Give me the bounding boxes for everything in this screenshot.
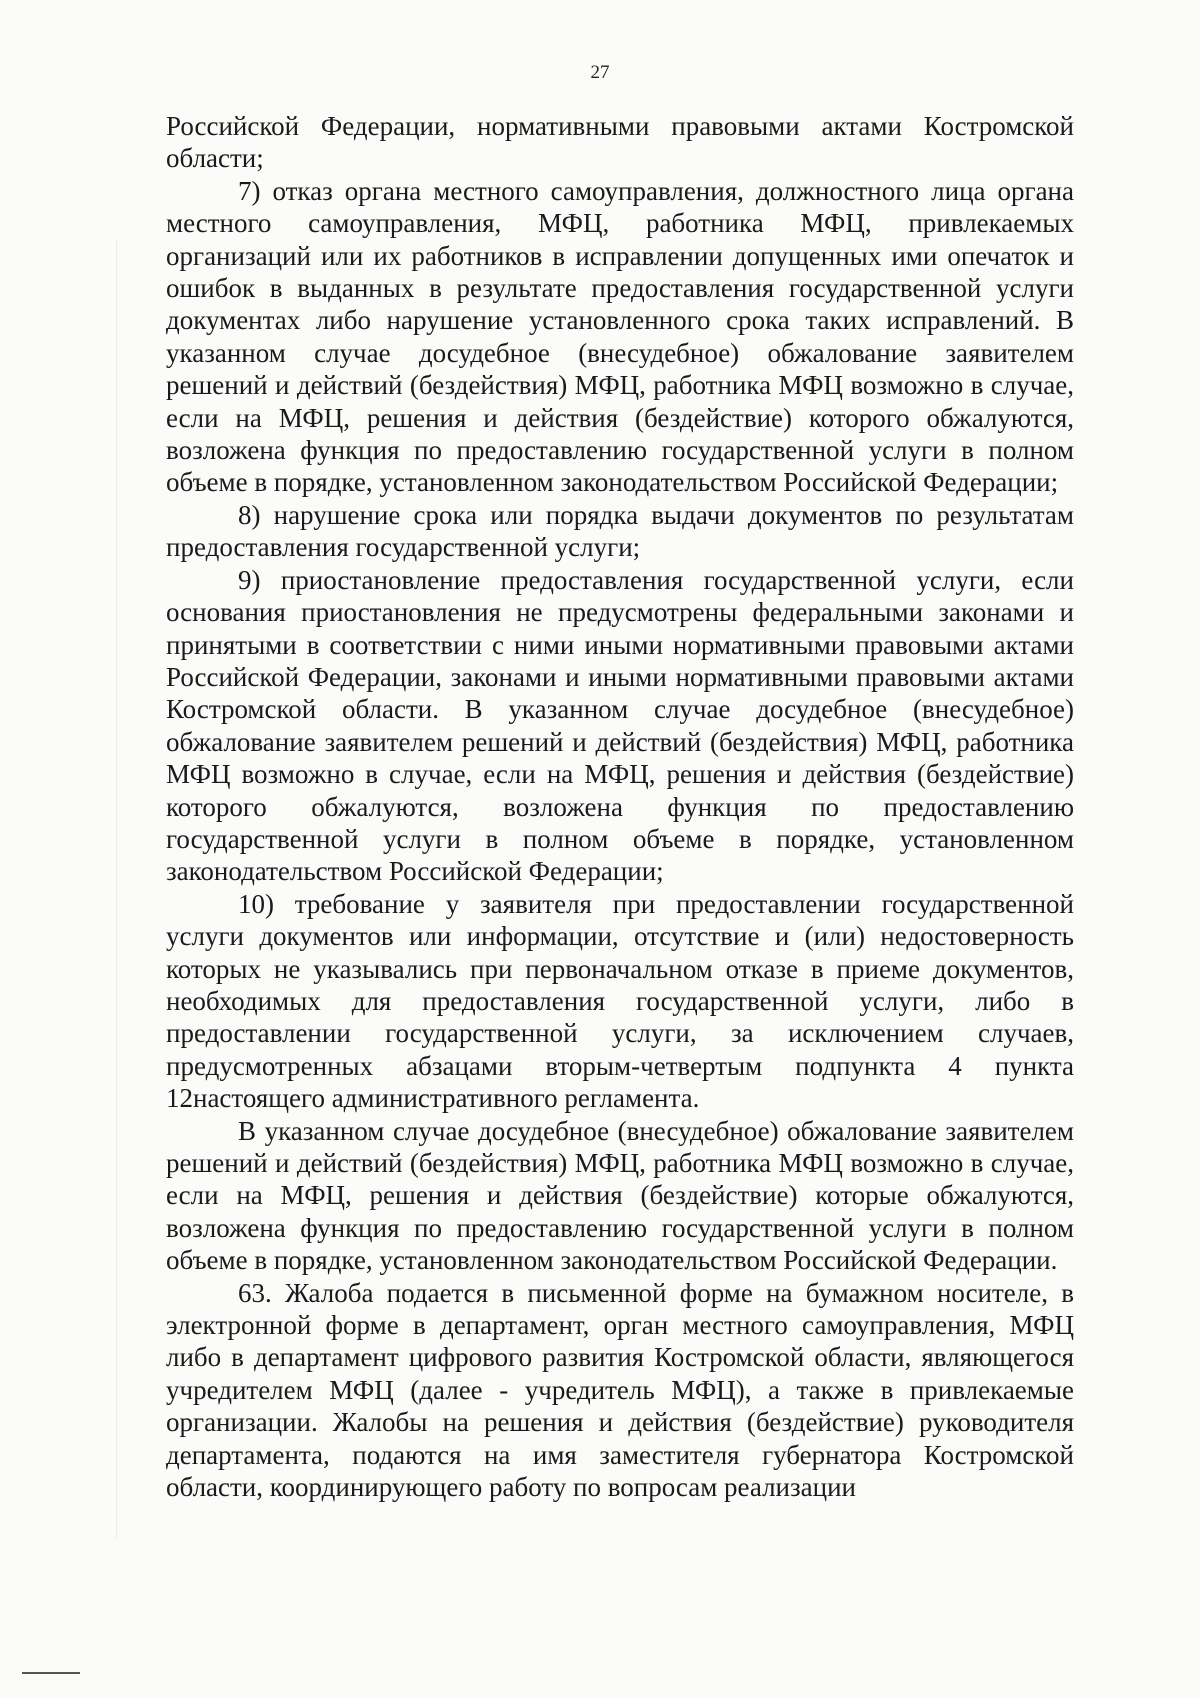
page-number: 27 [590,62,610,83]
paragraph-note: В указанном случае досудебное (внесудебное) обжалование заявителем решений и действий (бездействия) МФЦ, работника МФЦ возможно в случае, если на МФЦ, решения и действия (бездействие) которые обжалуются, возложена функция по предоставлению государственной услуги в полном объеме в порядке, установленном законодательством Российской Федерации. [166,1115,1074,1276]
paragraph-item-8: 8) нарушение срока или порядка выдачи документов по результатам предоставления государственной услуги; [166,499,1074,563]
scan-artifact-line [116,240,117,1540]
document-body [166,110,1074,1503]
footnote-separator [22,1672,80,1674]
paragraph-item-9: 9) приостановление предоставления государственной услуги, если основания приостановления не предусмотрены федеральными законами и принятыми в соответствии с ними иными нормативными правовыми актами Российской Федерации, законами и иными нормативными правовыми актами Костромской области. В указанном случае досудебное (внесудебное) обжалование заявителем решений и действий (бездействия) МФЦ, работника МФЦ возможно в случае, если на МФЦ, решения и действия (бездействие) которого обжалуются, возложена функция по предоставлению государственной услуги в полном объеме в порядке, установленном законодательством Российской Федерации; [166,564,1074,887]
paragraph-item-7: 7) отказ органа местного самоуправления, должностного лица органа местного самоуправления, МФЦ, работника МФЦ, привлекаемых организаций или их работников в исправлении допущенных ими опечаток и ошибок в выданных в результате предоставления государственной услуги документах либо нарушение установленного срока таких исправлений. В указанном случае досудебное (внесудебное) обжалование заявителем решений и действий (бездействия) МФЦ, работника МФЦ возможно в случае, если на МФЦ, решения и действия (бездействие) которого обжалуются, возложена функция по предоставлению государственной услуги в полном объеме в порядке, установленном законодательством Российской Федерации; [166,175,1074,498]
paragraph-continuation: Российской Федерации, нормативными правовыми актами Костромской области; [166,111,1074,174]
paragraph-63: 63. Жалоба подается в письменной форме на бумажном носителе, в электронной форме в департамент, орган местного самоуправления, МФЦ либо в департамент цифрового развития Костромской области, являющегося учредителем МФЦ (далее - учредитель МФЦ), а также в привлекаемые организации. Жалобы на решения и действия (бездействие) руководителя департамента, подаются на имя заместителя губернатора Костромской области, координирующего работу по вопросам реализации [166,1277,1074,1503]
paragraph-item-10: 10) требование у заявителя при предоставлении государственной услуги документов или информации, отсутствие и (или) недостоверность которых не указывались при первоначальном отказе в приеме документов, необходимых для предоставления государственной услуги, либо в предоставлении государственной услуги, за исключением случаев, предусмотренных абзацами вторым-четвертым подпункта 4 пункта 12настоящего административного регламента. [166,888,1074,1114]
